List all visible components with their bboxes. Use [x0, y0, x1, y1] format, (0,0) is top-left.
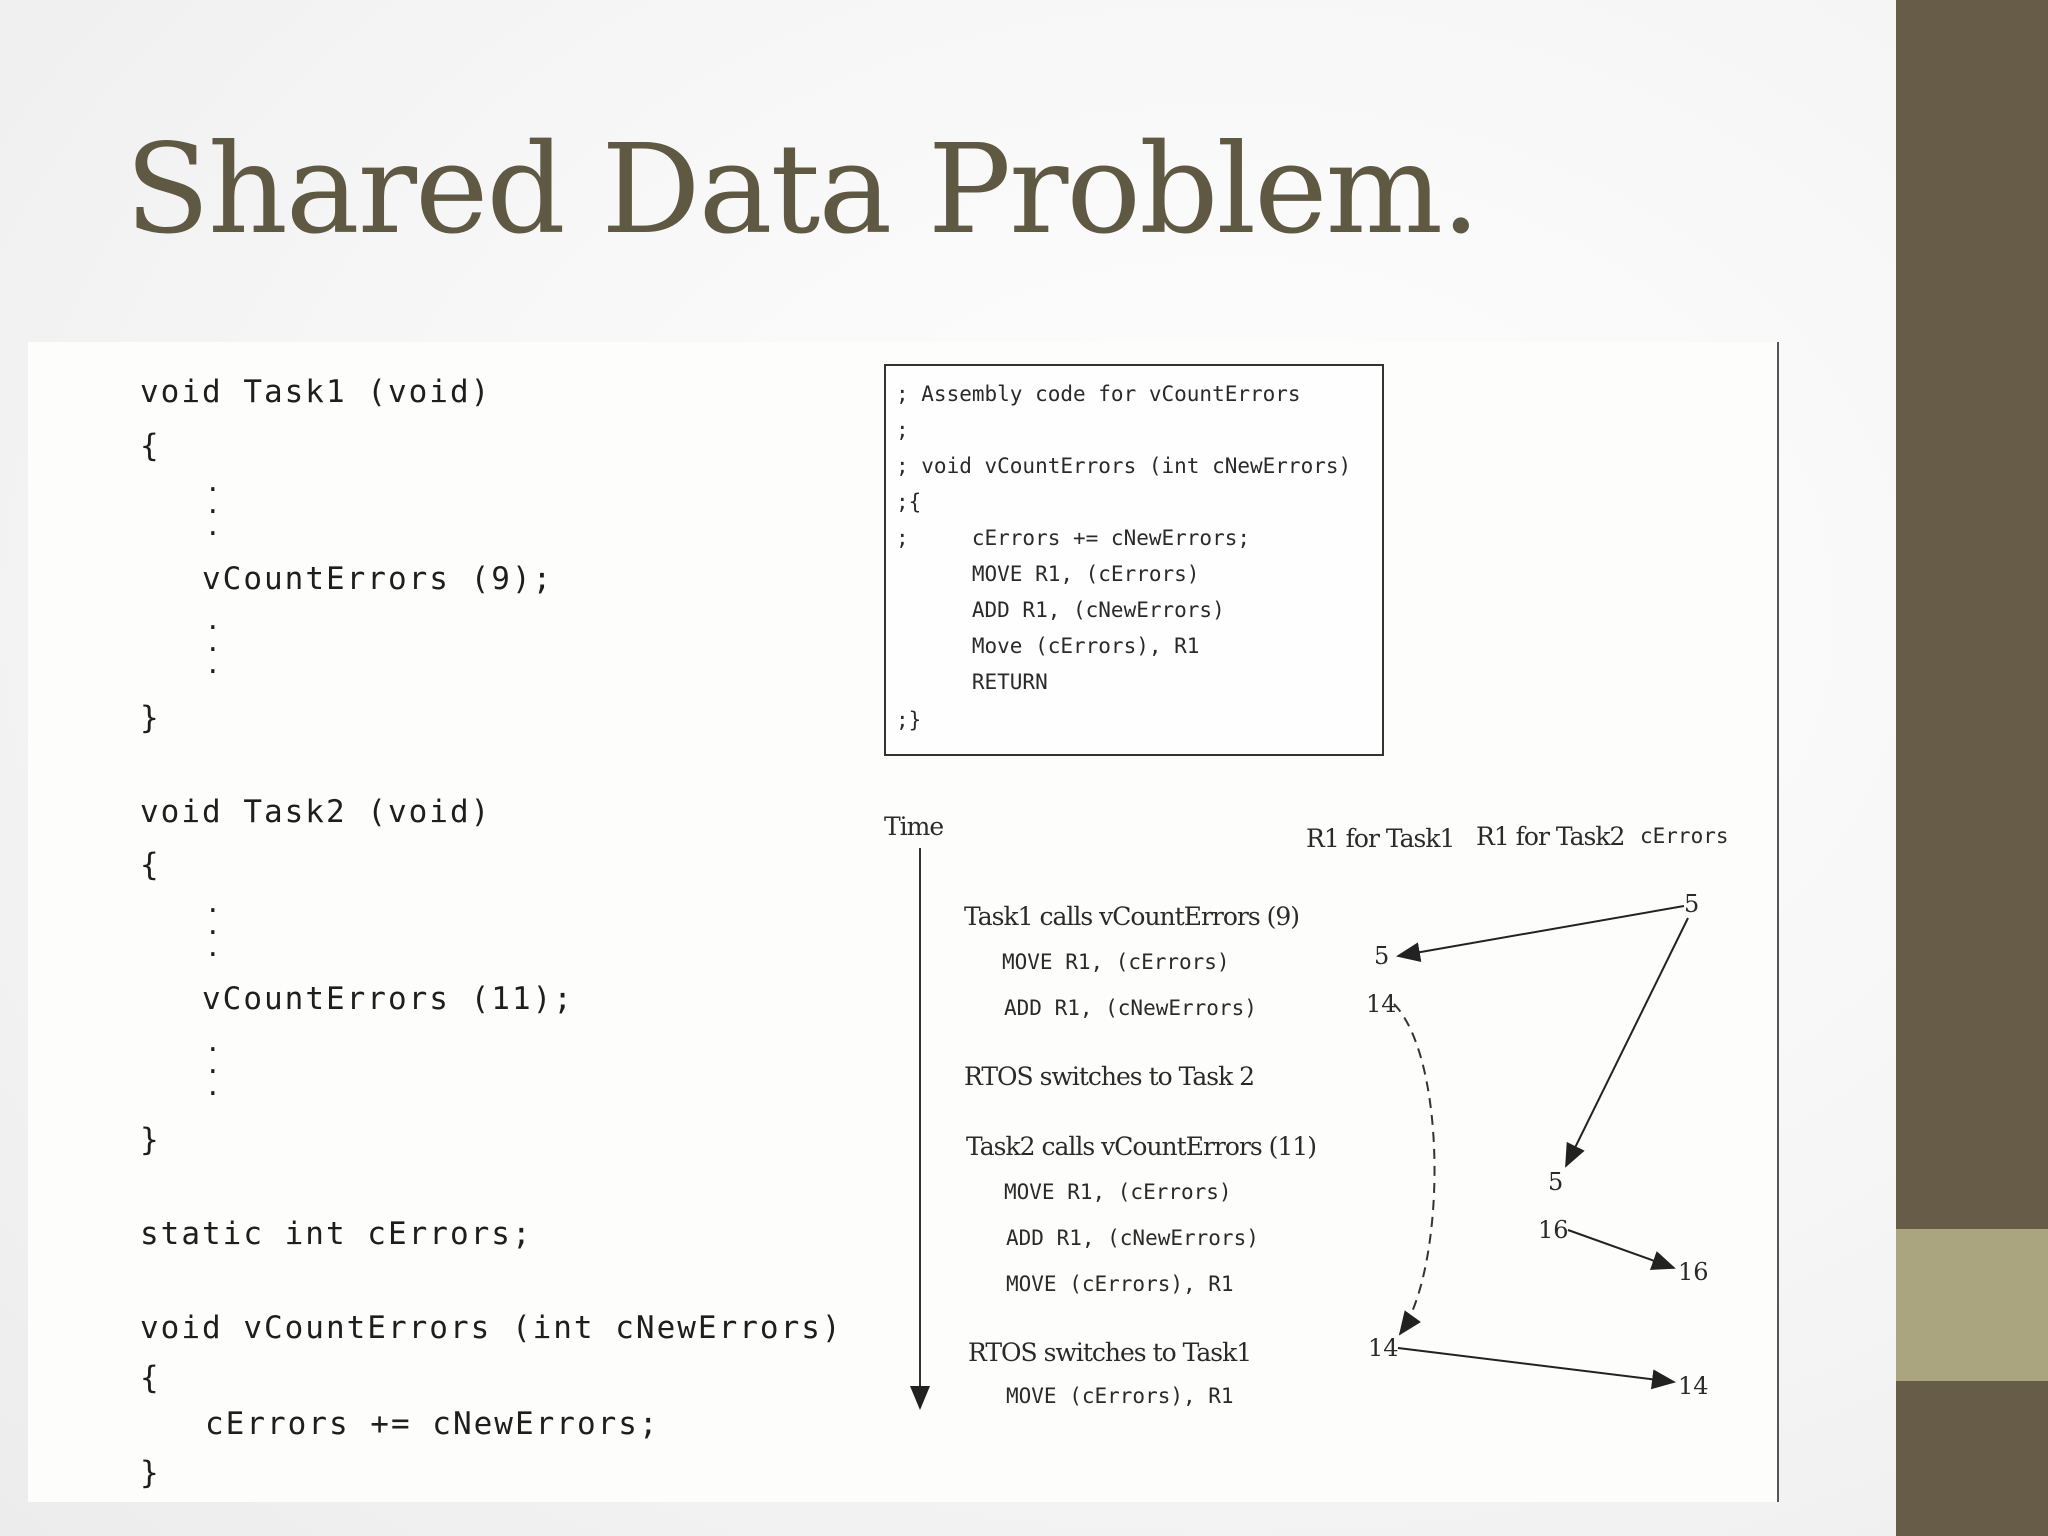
- asm-line: ; Assembly code for vCountErrors: [896, 382, 1301, 406]
- asm-line: ; void vCountErrors (int cNewErrors): [896, 454, 1352, 478]
- function-signature: void vCountErrors (int cNewErrors): [140, 1310, 843, 1346]
- event-switch-to-task2: RTOS switches to Task 2: [964, 1062, 1255, 1091]
- value-r1-task1-restored: 14: [1368, 1334, 1399, 1362]
- arrow-cerrors-to-r1-task1: [1398, 906, 1684, 956]
- task1-ellipsis-top: . . .: [205, 468, 221, 542]
- task2-call: vCountErrors (11);: [202, 981, 574, 1017]
- function-close-brace: }: [140, 1455, 161, 1491]
- task1-call: vCountErrors (9);: [202, 561, 554, 597]
- event-task2-store: MOVE (cErrors), R1: [1006, 1272, 1234, 1296]
- value-r1-task2-add: 16: [1538, 1216, 1569, 1244]
- event-task1-calls: Task1 calls vCountErrors (9): [964, 902, 1300, 931]
- static-declaration: static int cErrors;: [140, 1216, 533, 1252]
- task1-close-brace: }: [140, 700, 161, 736]
- event-task1-add: ADD R1, (cNewErrors): [1004, 996, 1257, 1020]
- value-r1-task1-move: 5: [1374, 942, 1390, 970]
- event-switch-to-task1: RTOS switches to Task1: [968, 1338, 1252, 1367]
- event-task2-calls: Task2 calls vCountErrors (11): [966, 1132, 1316, 1161]
- arrow-cerrors-to-r1-task2: [1566, 918, 1688, 1166]
- function-open-brace: {: [140, 1360, 161, 1396]
- value-cerrors-initial: 5: [1684, 890, 1700, 918]
- task1-ellipsis-bottom: . . .: [205, 606, 221, 680]
- event-task1-store: MOVE (cErrors), R1: [1006, 1384, 1234, 1408]
- asm-line: ; cErrors += cNewErrors;: [896, 526, 1251, 550]
- asm-line: RETURN: [896, 670, 1048, 694]
- value-cerrors-final: 14: [1678, 1372, 1709, 1400]
- task2-close-brace: }: [140, 1122, 161, 1158]
- arrow-task1-register-restore: [1394, 1004, 1435, 1334]
- slide-title: Shared Data Problem.: [125, 118, 1479, 262]
- asm-line: Move (cErrors), R1: [896, 634, 1200, 658]
- event-task1-move: MOVE R1, (cErrors): [1002, 950, 1230, 974]
- asm-line: ;}: [896, 708, 922, 732]
- column-header-r1-task2: R1 for Task2: [1476, 822, 1625, 851]
- asm-line: MOVE R1, (cErrors): [896, 562, 1200, 586]
- function-body: cErrors += cNewErrors;: [205, 1406, 660, 1442]
- time-label: Time: [884, 812, 944, 841]
- task2-open-brace: {: [140, 847, 161, 883]
- task2-signature: void Task2 (void): [140, 794, 492, 830]
- value-cerrors-task2: 16: [1678, 1258, 1709, 1286]
- arrow-r1-task1-to-cerrors: [1398, 1348, 1674, 1382]
- event-task2-move: MOVE R1, (cErrors): [1004, 1180, 1232, 1204]
- event-task2-add: ADD R1, (cNewErrors): [1006, 1226, 1259, 1250]
- task2-ellipsis-top: . . .: [205, 889, 221, 963]
- asm-line: ;{: [896, 490, 922, 514]
- arrow-r1-task2-to-cerrors: [1568, 1230, 1674, 1268]
- column-header-r1-task1: R1 for Task1: [1306, 824, 1455, 853]
- task1-signature: void Task1 (void): [140, 374, 492, 410]
- asm-line: ADD R1, (cNewErrors): [896, 598, 1225, 622]
- value-r1-task1-add: 14: [1366, 990, 1397, 1018]
- asm-line: ;: [896, 418, 909, 442]
- value-r1-task2-move: 5: [1548, 1168, 1564, 1196]
- task2-ellipsis-bottom: . . .: [205, 1028, 221, 1102]
- task1-open-brace: {: [140, 428, 161, 464]
- column-header-cerrors: cErrors: [1640, 824, 1729, 848]
